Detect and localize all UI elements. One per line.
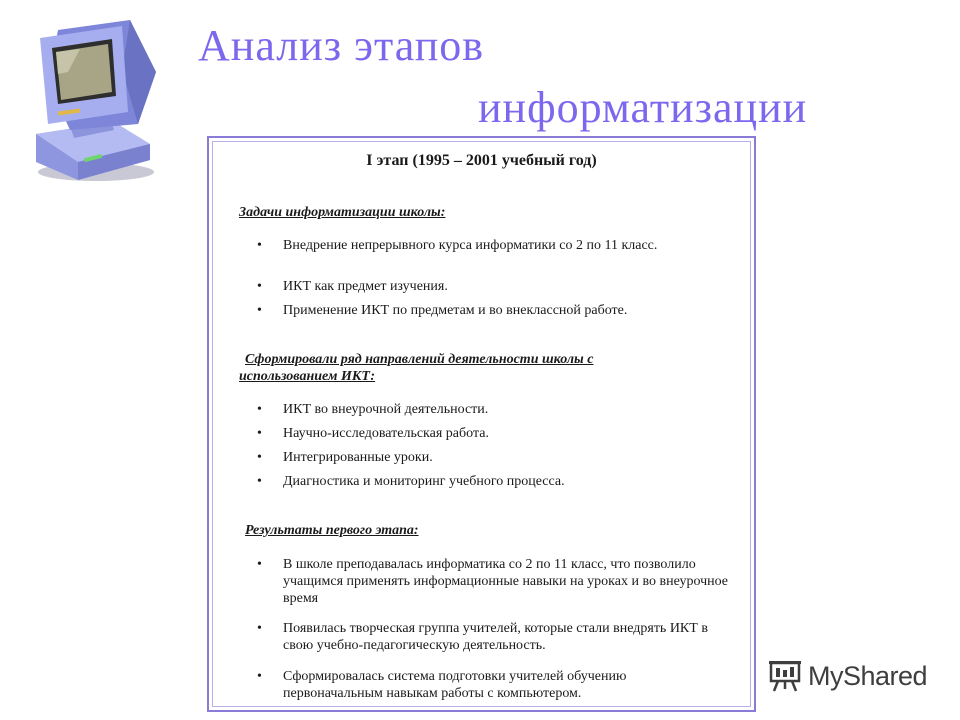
bullet: • [257,557,262,572]
bullet: • [257,621,262,636]
bullet: • [257,450,262,465]
section-heading-directions-cont: использованием ИКТ: [239,369,376,384]
bullet: • [257,426,262,441]
document-title: I этап (1995 – 2001 учебный год) [366,152,597,169]
slide-title-line-1: Анализ этапов [198,21,485,70]
bullet: • [257,279,262,294]
bullet: • [257,303,262,318]
bullet: • [257,402,262,417]
logo-text: MyShared [808,660,928,691]
slide-title-line-2: информатизации [478,83,808,132]
section-heading-tasks: Задачи информатизации школы: [239,205,446,220]
bullet: • [257,238,262,253]
scanned-document [207,136,756,712]
section-heading-results: Результаты первого этапа: [245,523,419,538]
section-heading-directions: Сформировали ряд направлений деятельности школы с [245,352,594,367]
computer-icon [18,12,168,187]
bullet: • [257,669,262,684]
bullet: • [257,474,262,489]
presentation-board-icon [768,659,802,693]
myshared-logo [768,656,938,696]
document-inner-frame: I этап (1995 – 2001 учебный год) Задачи информатизации школы: • Внедрение непрерывного курса информатики со 2 по 11 класс. • ИКТ как предмет изучения. • Применение ИКТ по предметам и во внеклассной работе. Сформировали ряд направлений деятельности школы с использованием ИКТ: • ИКТ во внеурочной деятельности. • Научно-исследовательская работа. • Интегрированные уроки. • Диагностика и мониторинг учебного процесса. Результаты первого этапа: • В школе преподавалась информатика со 2 по 11 класс, что позволило учащимся применять информационные навыки на уроках и во внеурочное время • Появилась творческая группа учителей, которые стали внедрять ИКТ в свою учебно-педагогическую деятельность. • Сформировалась система подготовки учителей обучению первоначальным навыкам работы с компьютером. [212,141,751,707]
